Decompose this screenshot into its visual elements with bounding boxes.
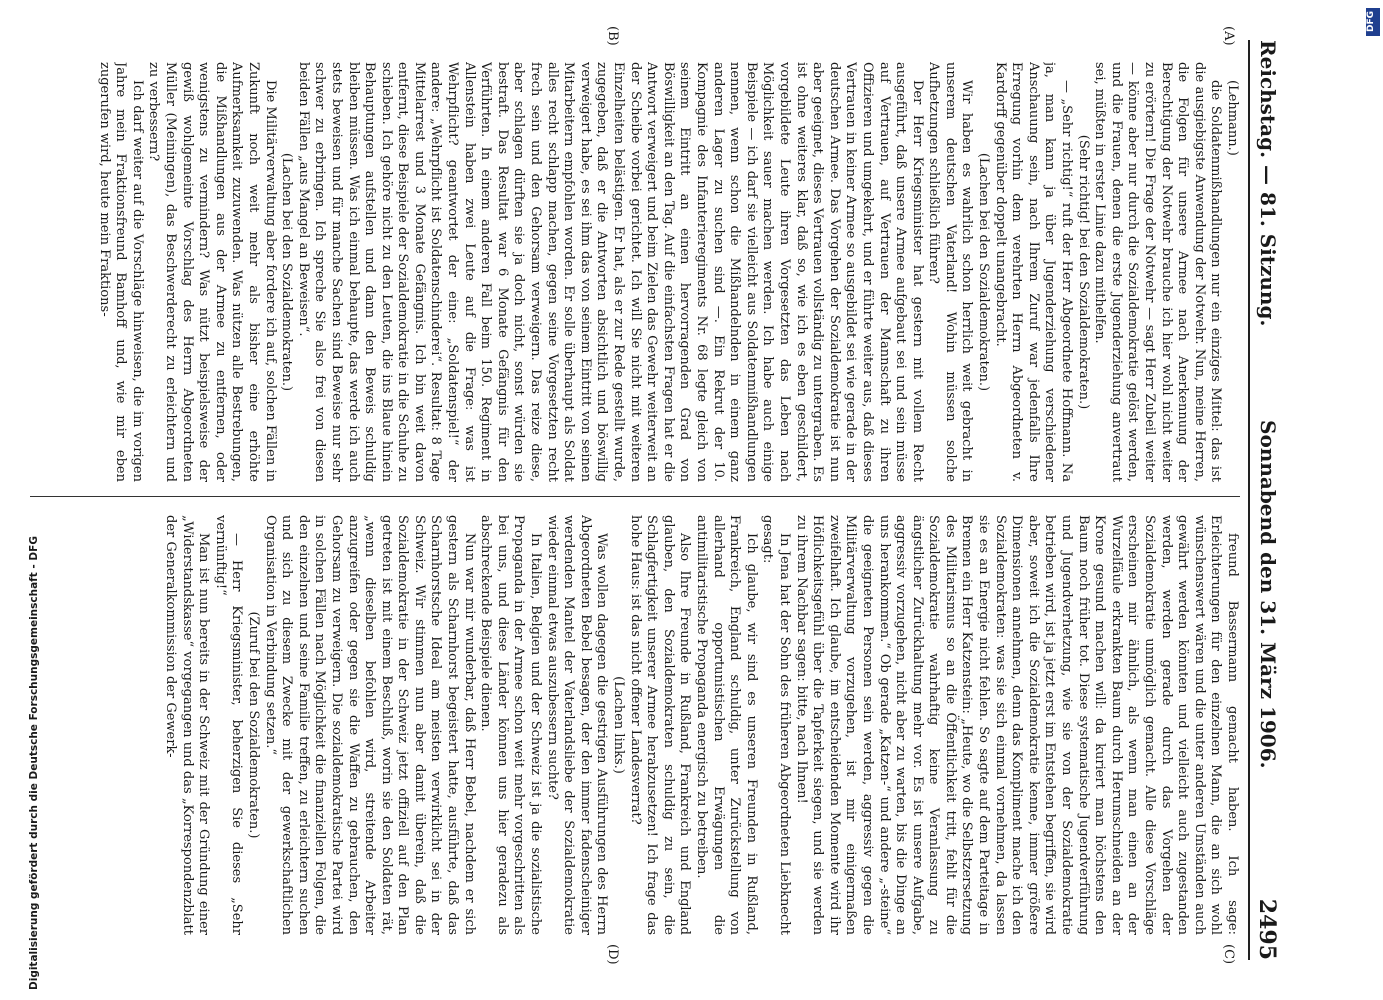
paragraph: Nun war mir wunderbar, daß Herr Bebel, nachdem er sich gestern als Scharnhorst begeistert hatte, ausführte, daß das Scharnhorstsche Ideal am meisten verwirklicht sei in der Schweiz. Wir stimmen nun aber damit überein, daß die Sozialdemokratie in der Schweiz jetzt offiziell auf den Plan getreten ist mit einem Beschluß, worin sie den Soldaten rät, „wenn dieselben befohlen wird, streitende Arbeiter anzugreifen oder gegen sie die Waffen zu gebrauchen, den Gehorsam zu verweigern. Die sozialdemokratische Partei wird in solchen Fällen nach Möglichkeit die finanziellen Folgen, die den einzelnen und seine Familie treffen, zu erleichtern suchen und sich zu diesem Zwecke mit der gewerkschaftlichen Organisation in Verbindung setzen.“	[262, 515, 477, 935]
interjection: (Zuruf bei den Sozialdemokraten.)	[245, 611, 261, 839]
header-date: Sonnabend den 31. März 1906.	[1256, 420, 1280, 769]
paragraph: freund Bassermann gemacht haben. Ich sage: Erleichterungen für den einzelnen Mann, die an sich wohl wünschenswert wären und die unter anderen Umständen auch gewährt werden könnten und vielleicht auch zugestanden werden, werden gerade durch das Vorgehen der Sozialdemokratie unmöglich gemacht. Alle diese Vorschläge erscheinen mir ähnlich, als wenn man einen an der Wurzelfäule erkrankten Baum durch Herumschneiden an der Krone gesund machen will: da kuriert man höchstens den Baum noch früher tot. Diese systematische Jugendverführung und Jugendverhetzung, wie sie von der Sozialdemokratie betrieben wird, ist ja jetzt erst im Entstehen begriffen, sie wird aber, soweit ich die Sozialdemokratie kenne, immer größere Dimensionen annehmen, denn das Kompliment mache ich den Sozialdemokraten: was sie sich einmal vornehmen, da lassen sie es an Energie nicht fehlen. So sagte auf dem Parteitage in Bremen ein Herr Katzenstein: „Heute, wo die Selbstzersetzung des Militarismus so an die Öffentlichkeit tritt, fehlt für die Sozialdemokratie wahrhaftig keine Veranlassung zu ängstlicher Zurückhaltung mehr vor. Es ist unsere Aufgabe, aggressiv vorzugehen, nicht aber zu warten, bis die Dinge an uns herankommen.“ Ob gerade „Katzen-“ und andere „-steine“ die geeigneten Personen sein werden, aggressiv gegen die Militärverwaltung vorzugehen, ist mir einigermaßen zweifelhaft. Ich glaube, im entscheidenden Momente wird ihr Höflichkeitsgefühl über die Tapferkeit siegen, und sie werden zu ihrem Nachbar sagen: bitte, nach Ihnen!	[793, 515, 1240, 935]
dfg-logo	[1366, 8, 1380, 36]
paragraph: Was wollen dagegen die gestrigen Ausführungen des Herrn Abgeordneten Bebel besagen, der den immer fadenscheiniger werdenden Mantel der Vaterlandsliebe der Sozialdemokratie wieder einmal etwas auszubessern suchte?	[544, 515, 610, 935]
dfg-logo-text: DFG	[1366, 10, 1376, 32]
text-column-left	[30, 62, 1240, 482]
page-number: 2495	[1254, 898, 1280, 960]
interjection: (Lachen bei den Sozialdemokraten.)	[976, 152, 992, 392]
paragraph: Ich glaube, wir sind es unseren Freunden in Rußland, Frankreich, England schuldig, unter Zurückstellung von allerhand opportunistischen Erwägungen die antimilitaristische Propaganda energisch zu betreiben.	[694, 515, 759, 935]
paragraph: (Lehmann.)	[1225, 80, 1240, 156]
margin-marker-b: (B)	[605, 26, 620, 46]
paragraph: Wir haben es wahrlich schon herrlich weit gebracht in unserem deutschen Vaterland! Wohin müssen solche Aufhetzungen schließlich führen?	[926, 62, 975, 482]
paragraph: die Soldatenmißhandlungen nur ein einziges Mittel: das ist die ausgiebigste Anwendung der Notwehr. Nun, meine Herren, die Folgen für unsere Armee nach Anerkennung der Berechtigung der Notwehr brauche ich hier wohl nicht weiter zu erörtern! Die Frage der Notwehr — sagt Herr Zubeil weiter — könne aber nur durch die Sozialdemokratie gelöst werden, und die Frauen, denen die erste Jugenderziehung anvertraut sei, müßten in erster Linie dazu mithelfen.	[1092, 62, 1224, 482]
digitization-credit: Digitalisierung gefördert durch die Deutsche Forschungsgemeinschaft - DFG	[28, 536, 40, 990]
margin-marker-c: (C)	[1221, 944, 1236, 965]
paragraph: Man ist nun bereits in der Schweiz mit der Gründung einer „Widerstandskasse“ vorgegangen und das „Korrespondenzblatt der Generalkommission der Gewerk-	[163, 515, 212, 935]
paragraph: — „Sehr richtig!“ ruft der Herr Abgeordnete Hoffmann. Na ja, man kann ja über Jugenderziehung verschiedener Anschauung sein, nach Ihrem Zuruf war jedenfalls Ihre Erregung vorhin dem verehrten Herrn Abgeordneten v. Kardorff gegenüber doppelt unangebracht.	[992, 62, 1075, 482]
header-session: Reichstag. — 81. Sitzung.	[1256, 40, 1280, 327]
column-divider	[30, 496, 1240, 497]
paragraph: In Jena hat der Sohn des früheren Abgeordneten Liebknecht gesagt:	[760, 515, 792, 935]
interjection: (Lachen bei den Sozialdemokraten.)	[279, 152, 295, 392]
interjection: (Sehr richtig! bei den Sozialdemokraten.)	[1075, 134, 1091, 410]
interjection: (Lachen links.)	[611, 676, 627, 774]
paragraph: In Italien, Belgien und der Schweiz ist ja die sozialistische Propaganda in der Armee schon weit mehr vorgeschritten als bei uns, und diese Länder können uns hier geradezu als abschreckende Beispiele dienen.	[478, 515, 544, 935]
text-column-right	[30, 515, 1240, 935]
paragraph: Also Ihre Freunde in Rußland, Frankreich und England glauben, den Sozialdemokraten schuldig zu sein, die Schlagfertigkeit unserer Armee herabzusetzen! Ich frage das hohe Haus: ist das nicht offener Landesverrat?	[627, 515, 693, 935]
paragraph: Der Herr Kriegsminister hat gestern mit vollem Recht ausgeführt, daß unsere Armee aufgebaut sei und sein müsse auf Vertrauen, auf Vertrauen der Mannschaft zu ihren Offizieren und umgekehrt, und er führte weiter aus, daß dieses Vertrauen in keiner Armee so ausgebildet sei wie gerade in der deutschen Armee. Das Vorgehen der Sozialdemokratie ist nun aber geeignet, dieses Vertrauen vollständig zu untergraben. Es ist ohne weiteres klar, daß so, wie ich es eben geschildert, vorgebildete Leute ihren Vorgesetzten das Leben nach Möglichkeit sauer machen werden. Ich habe auch einige Beispiele — ich darf sie vielleicht aus Soldatenmißhandlungen nennen, wenn schon die Mißhandelnden in einem ganz anderen Lager zu suchen sind —. Ein Rekrut der 10. Kompagnie des Infanterieregiments Nr. 68 legte gleich von seinem Eintritt an einen hervorragenden Grad von Böswilligkeit an den Tag. Auf die einfachsten Fragen hat er die Antwort verweigert und beim Zielen das Gewehr weiterweit an der Scheibe vorbei gerichtet. Ich will Sie nicht mit weiteren Einzelheiten belästigen. Er hat, als er zur Rede gestellt wurde, zugegeben, daß er die Antworten absichtlich und böswillig verweigert habe, es sei ihm das von seinem Eintritt von seinen Mitarbeitern empfohlen worden. Er solle überhaupt als Soldat alles recht schlapp machen, gegen seine Vorgesetzten recht frech sein und den Gehorsam verweigern. Das reize diese, aber schlagen dürften sie ja doch nicht, sonst würden sie bestraft. Das Resultat war 6 Monate Gefängnis für den Verführten. In einem anderen Fall beim 150. Regiment in Allenstein haben zwei Leute auf die Frage: was ist Wehrpflicht? geantwortet der eine: „Soldatenspiel!“ der andere: „Wehrpflicht ist Soldatenschinderei“. Resultat: 8 Tage Mittelarrest und 3 Monate Gefängnis. Ich bin weit davon entfernt, diese Beispiele der Sozialdemokratie in die Schuhe zu schieben. Ich gehöre nicht zu den Leuten, die ins Blaue hinein Behauptungen aufstellen und dann den Beweis schuldig bleiben müssen. Was ich einmal behaupte, das werde ich auch stets beweisen und für manche Sachen sind Beweise nur sehr schwer zu erbringen. Ich spreche Sie also frei von diesen beiden Fällen „aus Mangel an Beweisen“.	[295, 62, 925, 482]
page-header	[1248, 40, 1284, 960]
margin-marker-a: (A)	[1221, 26, 1236, 46]
margin-marker-d: (D)	[605, 944, 620, 965]
paragraph: Ich darf weiter auf die Vorschläge hinweisen, die im vorigen Jahre mein Fraktionsfreund Bamhoff und, wie mir eben zugerufen wird, heute mein Fraktions-	[96, 62, 145, 482]
paragraph: Die Militärverwaltung aber fordere ich auf, solchen Fällen in Zukunft noch weit mehr als bisher eine erhöhte Aufmerksamkeit zuzuwenden. Was nützen alle Bestrebungen, die Mißhandlungen aus der Armee zu entfernen, oder wenigstens zu vermindern? Was nützt beispielsweise der gewiß wohlgemeinte Vorschlag des Herrn Abgeordneten Müller (Meiningen), das Beschwerderecht zu erleichtern und zu verbessern?	[146, 62, 278, 482]
paragraph: — Herr Kriegsminister, beherzigen Sie dieses „Sehr vernünftig!“	[212, 515, 245, 935]
